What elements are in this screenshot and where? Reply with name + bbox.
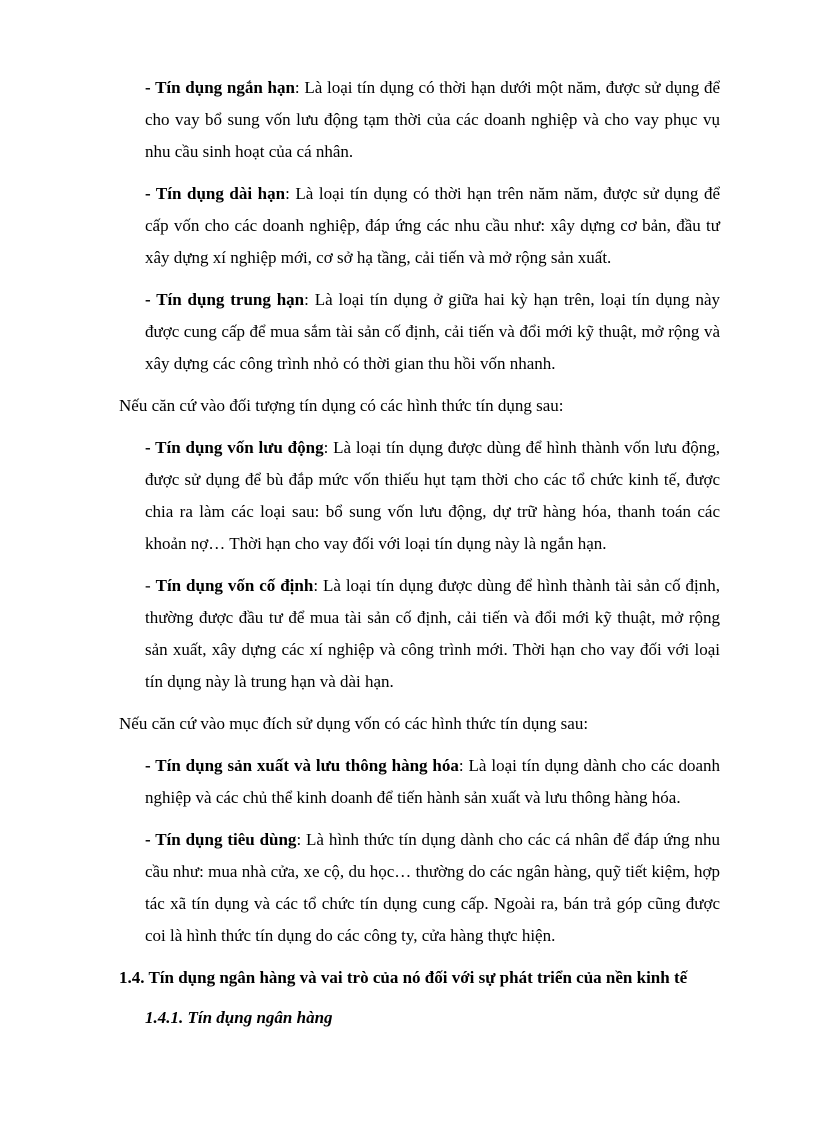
- paragraph-text: : Là loại tín dụng dành cho các doanh nghiệp và các chủ thể kinh doanh để tiến hành sản xuất và lưu thông hàng hóa.: [145, 756, 720, 807]
- paragraph-text: : Là hình thức tín dụng dành cho các cá nhân để đáp ứng nhu cầu như: mua nhà cửa, xe cộ, du học… thường do các ngân hàng, quỹ tiết kiệm, hợp tác xã tín dụng và các tổ chức tín dụng cung cấp. Ngoài ra, bán trả góp cũng được coi là hình thức tín dụng do các công ty, cửa hàng thực hiện.: [145, 830, 720, 945]
- paragraph-by-capital-purpose: Nếu căn cứ vào mục đích sử dụng vốn có các hình thức tín dụng sau:: [119, 714, 589, 733]
- paragraph-short-term-credit: [119, 72, 720, 168]
- paragraph-long-term-credit: [119, 178, 720, 274]
- paragraph-by-credit-object: Nếu căn cứ vào đối tượng tín dụng có các hình thức tín dụng sau:: [119, 396, 564, 415]
- paragraph-text: : Là loại tín dụng ở giữa hai kỳ hạn trên, loại tín dụng này được cung cấp để mua sắm tài sản cố định, cải tiến và đổi mới kỹ thuật, mở rộng và xây dựng các công trình nhỏ có thời gian thu hồi vốn nhanh.: [145, 290, 720, 373]
- paragraph-consumer-credit: [119, 824, 720, 952]
- paragraph-medium-term-credit: [119, 284, 720, 380]
- paragraph-text: : Là loại tín dụng có thời hạn trên năm năm, được sử dụng để cấp vốn cho các doanh nghiệp, đáp ứng các nhu cầu như: xây dựng cơ bản, đầu tư xây dựng xí nghiệp mới, cơ sở hạ tầng, cải tiến và mở rộng sản xuất.: [145, 184, 720, 267]
- term-production-trade-credit: - Tín dụng sản xuất và lưu thông hàng hóa: [145, 756, 459, 775]
- paragraph-working-capital-credit: [119, 432, 720, 560]
- paragraph-text: : Là loại tín dụng được dùng để hình thành tài sản cố định, thường được đầu tư để mua tài sản cố định, cải tiến và đổi mới kỹ thuật, mở rộng sản xuất, xây dựng các xí nghiệp và công trình mới. Thời hạn cho vay đối với loại tín dụng này là trung hạn và dài hạn.: [145, 576, 720, 691]
- term-working-capital-credit: - Tín dụng vốn lưu động: [145, 438, 324, 457]
- term-consumer-credit: - Tín dụng tiêu dùng: [145, 830, 297, 849]
- section-heading: 1.4. Tín dụng ngân hàng và vai trò của nó đối với sự phát triển của nền kinh tế: [119, 968, 688, 987]
- term-medium-term-credit: - Tín dụng trung hạn: [145, 290, 305, 309]
- term-prefix: -: [145, 576, 156, 595]
- paragraph-text: : Là loại tín dụng có thời hạn dưới một năm, được sử dụng để cho vay bổ sung vốn lưu động tạm thời của các doanh nghiệp và cho vay phục vụ nhu cầu sinh hoạt của cá nhân.: [145, 78, 720, 161]
- paragraph-text: : Là loại tín dụng được dùng để hình thành vốn lưu động, được sử dụng để bù đắp mức vốn thiếu hụt tạm thời cho các tổ chức kinh tế, được chia ra làm các loại sau: bổ sung vốn lưu động, dự trữ hàng hóa, thanh toán các khoản nợ… Thời hạn cho vay đối với loại tín dụng này là ngắn hạn.: [145, 438, 720, 553]
- subsection-heading: 1.4.1. Tín dụng ngân hàng: [145, 1008, 333, 1027]
- term-short-term-credit: - Tín dụng ngắn hạn: [145, 78, 295, 97]
- term-long-term-credit: - Tín dụng dài hạn: [145, 184, 286, 203]
- paragraph-fixed-capital-credit: [119, 570, 720, 698]
- paragraph-production-trade-credit: [119, 750, 720, 814]
- term-fixed-capital-credit: Tín dụng vốn cố định: [155, 576, 314, 595]
